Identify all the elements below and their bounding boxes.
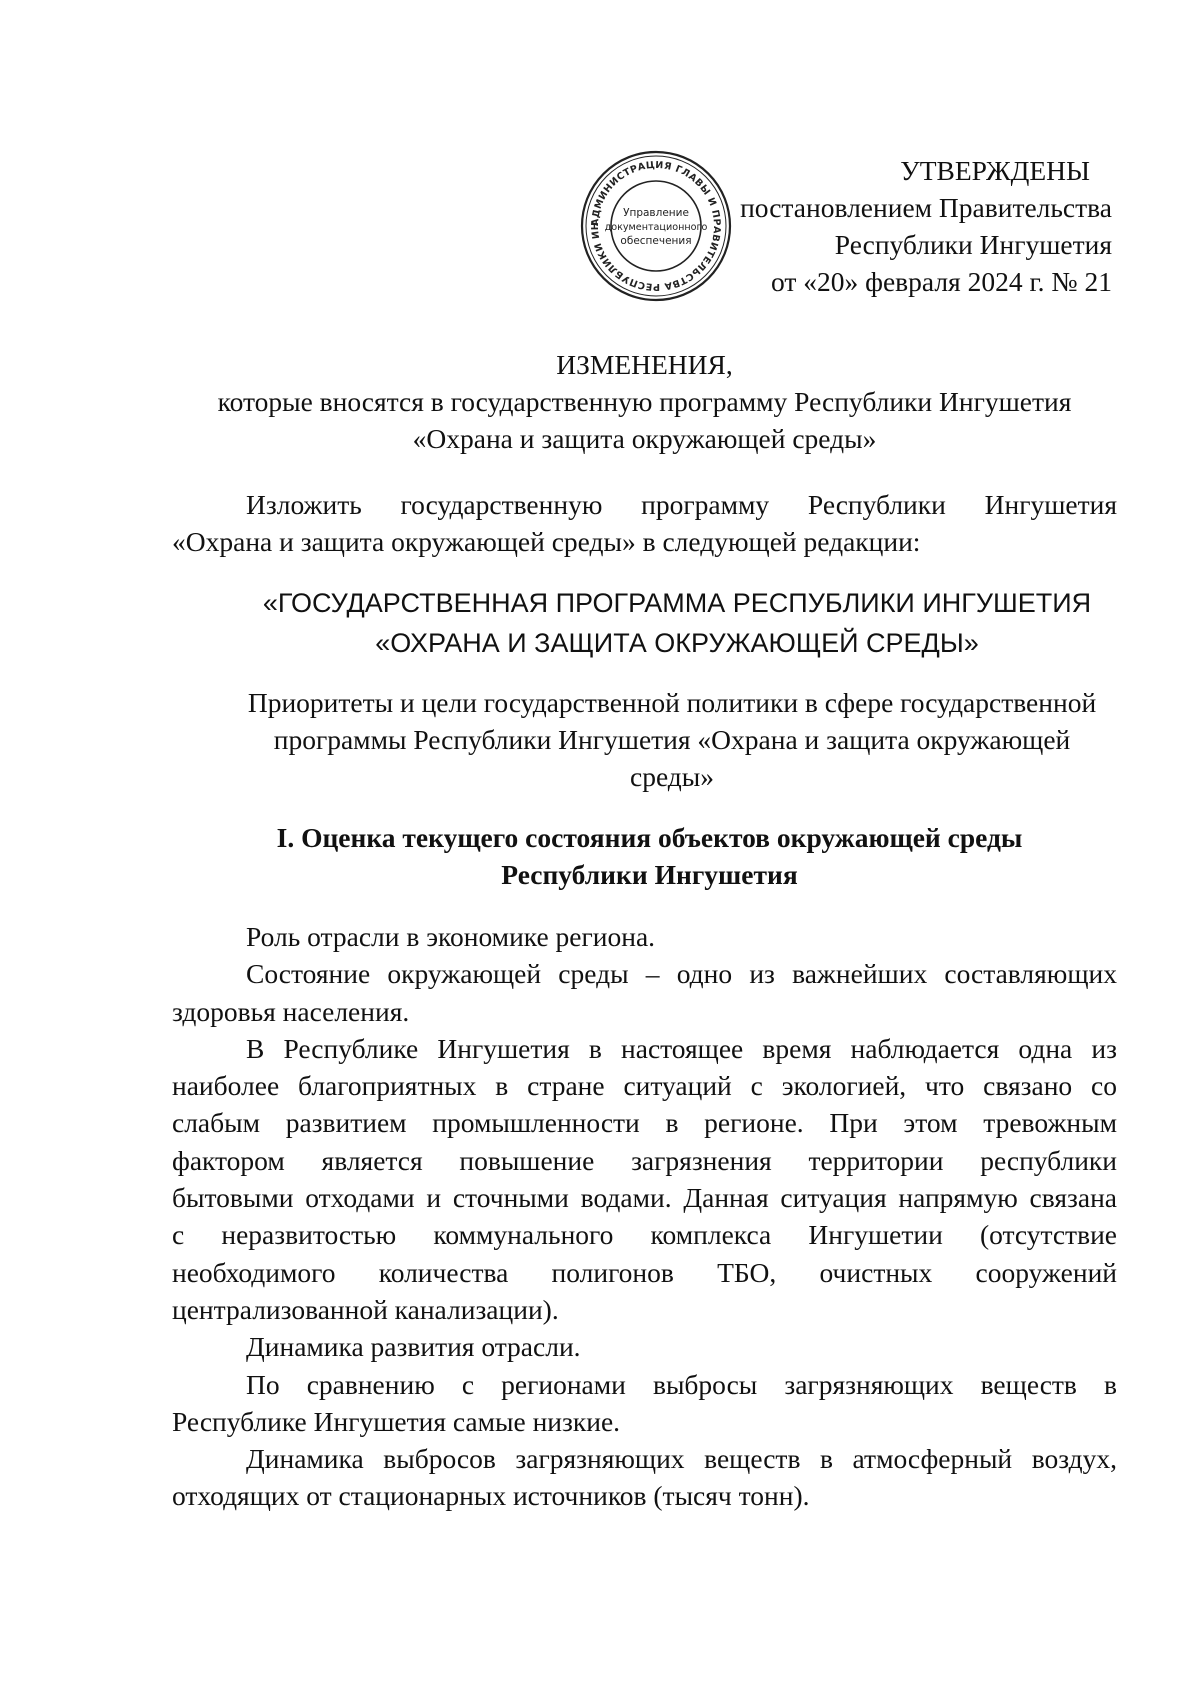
intro-line-2: «Охрана и защита окружающей среды» в следующей редакции: <box>172 526 921 557</box>
title-line-1: которые вносятся в государственную программу Республики Ингушетия <box>217 386 1072 417</box>
priorities-line-2: программы Республики Ингушетия «Охрана и защита окружающей <box>273 724 1071 755</box>
intro-paragraph <box>172 486 1117 560</box>
section-1-line-1: I. Оценка текущего состояния объектов окружающей среды <box>276 822 1023 853</box>
svg-text:Управление: Управление <box>623 207 689 219</box>
program-title-line-1: «ГОСУДАРСТВЕННАЯ ПРОГРАММА РЕСПУБЛИКИ ИНГУШЕТИЯ <box>262 588 1092 618</box>
paragraph-5-line-1: По сравнению с регионами выбросы загрязняющих веществ в <box>246 1368 1117 1400</box>
paragraph-2-line-1: Состояние окружающей среды – одно из важнейших составляющих <box>246 958 1117 990</box>
svg-text:АДМИНИСТРАЦИЯ ГЛАВЫ И ПРАВИТЕЛ: АДМИНИСТРАЦИЯ ГЛАВЫ И ПРАВИТЕЛЬСТВА РЕСПУБЛИКИ ИН <box>589 159 723 293</box>
section-1-heading <box>182 819 1117 893</box>
paragraph-4: Динамика развития отрасли. <box>246 1331 581 1363</box>
approval-line-3: от «20» февраля 2024 г. № 21 <box>770 266 1112 297</box>
title-line-2: «Охрана и защита окружающей среды» <box>412 423 877 454</box>
paragraph-1: Роль отрасли в экономике региона. <box>246 921 656 952</box>
priorities-line-1: Приоритеты и цели государственной политики в сфере государственной <box>247 687 1097 718</box>
approval-line-1: постановлением Правительства <box>740 192 1112 223</box>
body-text <box>172 918 1117 1515</box>
document-title <box>172 346 1117 457</box>
intro-line-1: Изложить государственную программу Республики Ингушетия <box>246 489 1117 520</box>
paragraph-3-line-6: с неразвитостью коммунального комплекса Ингушетии (отсутствие <box>172 1219 1117 1251</box>
paragraph-3-line-5: бытовыми отходами и сточными водами. Данная ситуация напрямую связана <box>172 1182 1117 1214</box>
paragraph-3-line-8: централизованной канализации). <box>172 1293 559 1325</box>
approval-block <box>652 152 1112 300</box>
title-main: ИЗМЕНЕНИЯ, <box>556 349 733 380</box>
section-1-line-2: Республики Ингушетия <box>501 859 798 890</box>
approval-heading: УТВЕРЖДЕНЫ <box>900 155 1090 186</box>
paragraph-6-line-2: отходящих от стационарных источников (тысяч тонн). <box>172 1480 810 1512</box>
priorities-heading <box>222 684 1122 795</box>
svg-text:обеспечения: обеспечения <box>620 235 692 247</box>
program-title-line-2: «ОХРАНА И ЗАЩИТА ОКРУЖАЮЩЕЙ СРЕДЫ» <box>375 628 979 658</box>
paragraph-3-line-1: В Республике Ингушетия в настоящее время наблюдается одна из <box>246 1032 1117 1064</box>
paragraph-2-line-2: здоровья населения. <box>172 995 410 1027</box>
approval-line-2: Республики Ингушетия <box>834 229 1112 260</box>
paragraph-3-line-4: фактором является повышение загрязнения территории республики <box>172 1144 1117 1176</box>
paragraph-5-line-2: Республике Ингушетия самые низкие. <box>172 1405 621 1437</box>
paragraph-3-line-3: слабым развитием промышленности в регионе. При этом тревожным <box>172 1107 1117 1139</box>
program-title <box>232 583 1122 663</box>
paragraph-3-line-2: наиболее благоприятных в стране ситуаций с экологией, что связано со <box>172 1070 1117 1102</box>
paragraph-6-line-1: Динамика выбросов загрязняющих веществ в атмосферный воздух, <box>246 1443 1117 1475</box>
svg-text:документационного: документационного <box>604 222 708 233</box>
priorities-line-3: среды» <box>629 761 715 792</box>
paragraph-3-line-7: необходимого количества полигонов ТБО, очистных сооружений <box>172 1256 1117 1288</box>
